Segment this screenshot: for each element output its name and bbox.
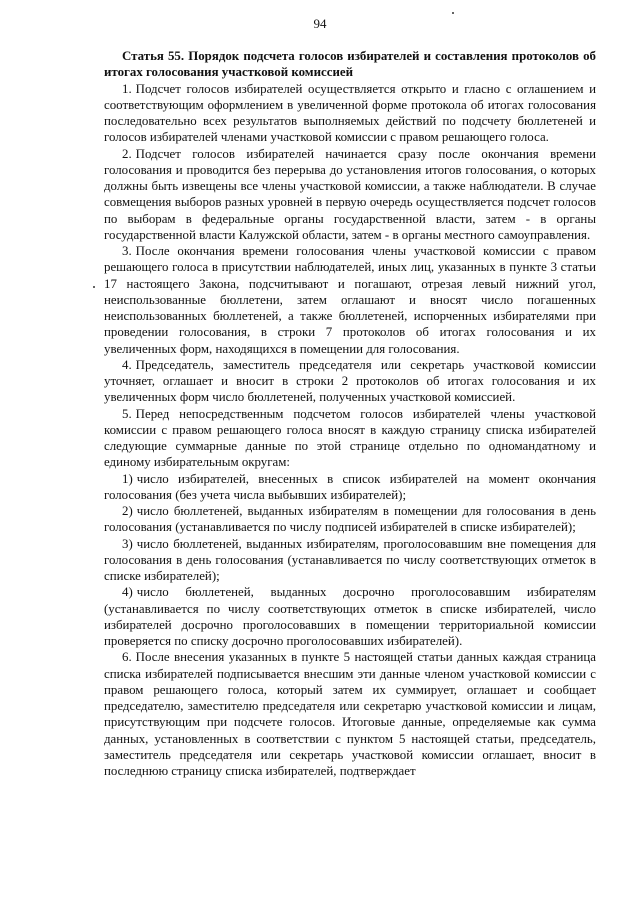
paragraph (104, 146, 596, 244)
paragraph-number: 2. (122, 146, 132, 161)
paragraph-text: После внесения указанных в пункте 5 настоящей статьи данных каждая страница списка избирателей подписывается внесшим эти данные членом участковой комиссии с правом решающего голоса, который затем их суммирует, оглашает и сообщает председателю, заместителю председателя или секретарю участковой комиссии и лицам, присутствующим при подсчете голосов. Итоговые данные, определяемые как сумма данных, установленных в соответствии с пунктом 5 настоящей статьи, председатель, заместитель председателя или секретарь участковой комиссии оглашает, вносит в последнюю страницу списка избирателей, подтверждает (104, 650, 596, 778)
paragraph-number: 3) (122, 536, 133, 551)
paragraph-text: число бюллетеней, выданных досрочно проголосовавшим избирателям (устанавливается по числу соответствующих отметок в списке избирателей, число избирателей досрочно проголосовавших в помещении территориальной комиссии проверяется по списку досрочно проголосовавших избирателей). (104, 585, 596, 648)
paragraph (104, 243, 596, 357)
paragraph (104, 584, 596, 649)
paragraph-text: Председатель, заместитель председателя или секретарь участковой комиссии уточняет, оглашает и вносит в строки 2 протоколов об итогах голосования и их увеличенных форм число бюллетеней, полученных участковой комиссией. (104, 357, 596, 405)
paragraph (104, 503, 596, 536)
paragraph-text: число бюллетеней, выданных избирателям в помещении для голосования в день голосования (устанавливается по числу подписей избирателей в списке избирателей); (104, 504, 596, 535)
scan-speck (93, 286, 95, 288)
paragraph (104, 471, 596, 504)
paragraph (104, 81, 596, 146)
paragraph-text: Перед непосредственным подсчетом голосов избирателей члены участковой комиссии с правом решающего голоса вносят в каждую страницу списка избирателей следующие суммарные данные по этой странице отдельно по одномандатному и единому избирательным округам: (104, 406, 596, 470)
paragraph-text: Подсчет голосов избирателей начинается сразу после окончания времени голосования и проводится без перерыва до установления итогов голосования, о которых должны быть извещены все члены участковой комиссии, а также наблюдатели. В случае совмещения выборов разных уровней в первую очередь осуществляется подсчет голосов по выборам в федеральные органы государственной власти, затем - в органы государственной власти Калужской области, затем - в органы местного самоуправления. (104, 146, 596, 242)
paragraph-number: 5. (122, 406, 132, 421)
document-body (104, 48, 596, 779)
paragraph-text: Подсчет голосов избирателей осуществляется открыто и гласно с оглашением и соответствующим оформлением в увеличенной форме протокола об итогах голосования последовательно всех результатов выполняемых действий по подсчету бюллетеней и голосов избирателей членами участковой комиссии с правом решающего голоса. (104, 81, 596, 145)
paragraph-text: После окончания времени голосования члены участковой комиссии с правом решающего голоса в присутствии наблюдателей, иных лиц, указанных в пункте 3 статьи 17 настоящего Закона, подсчитывают и погашают, отрезая левый нижний угол, неиспользованные бюллетени, затем оглашают и вносят число погашенных неиспользованных бюллетеней, а также бюллетеней, испорченных избирателями при проведении голосования, в строки 7 протоколов об итогах голосования и их увеличенных форм, находящихся в помещении для голосования. (104, 244, 596, 356)
paragraph-list (104, 81, 596, 780)
article-title: Статья 55. Порядок подсчета голосов избирателей и составления протоколов об итогах голосования участковой комиссией (104, 49, 596, 80)
paragraph-number: 1. (122, 81, 132, 96)
paragraph (104, 536, 596, 585)
paragraph (104, 649, 596, 779)
paragraph-number: 6. (122, 650, 132, 665)
page-number: 94 (313, 16, 327, 31)
paragraph (104, 406, 596, 471)
scan-speck (452, 12, 454, 14)
paragraph-number: 1) (122, 471, 133, 486)
paragraph (104, 357, 596, 406)
paragraph-number: 2) (122, 504, 133, 518)
paragraph-number: 3. (122, 244, 132, 258)
paragraph-text: число бюллетеней, выданных избирателям, проголосовавшим вне помещения для голосования в день голосования (устанавливается по числу соответствующих отметок в списке избирателей); (104, 536, 596, 583)
paragraph-number: 4. (122, 357, 132, 372)
paragraph-number: 4) (122, 585, 133, 600)
paragraph-text: число избирателей, внесенных в список избирателей на момент окончания голосования (без учета числа выбывших избирателей); (104, 471, 596, 502)
